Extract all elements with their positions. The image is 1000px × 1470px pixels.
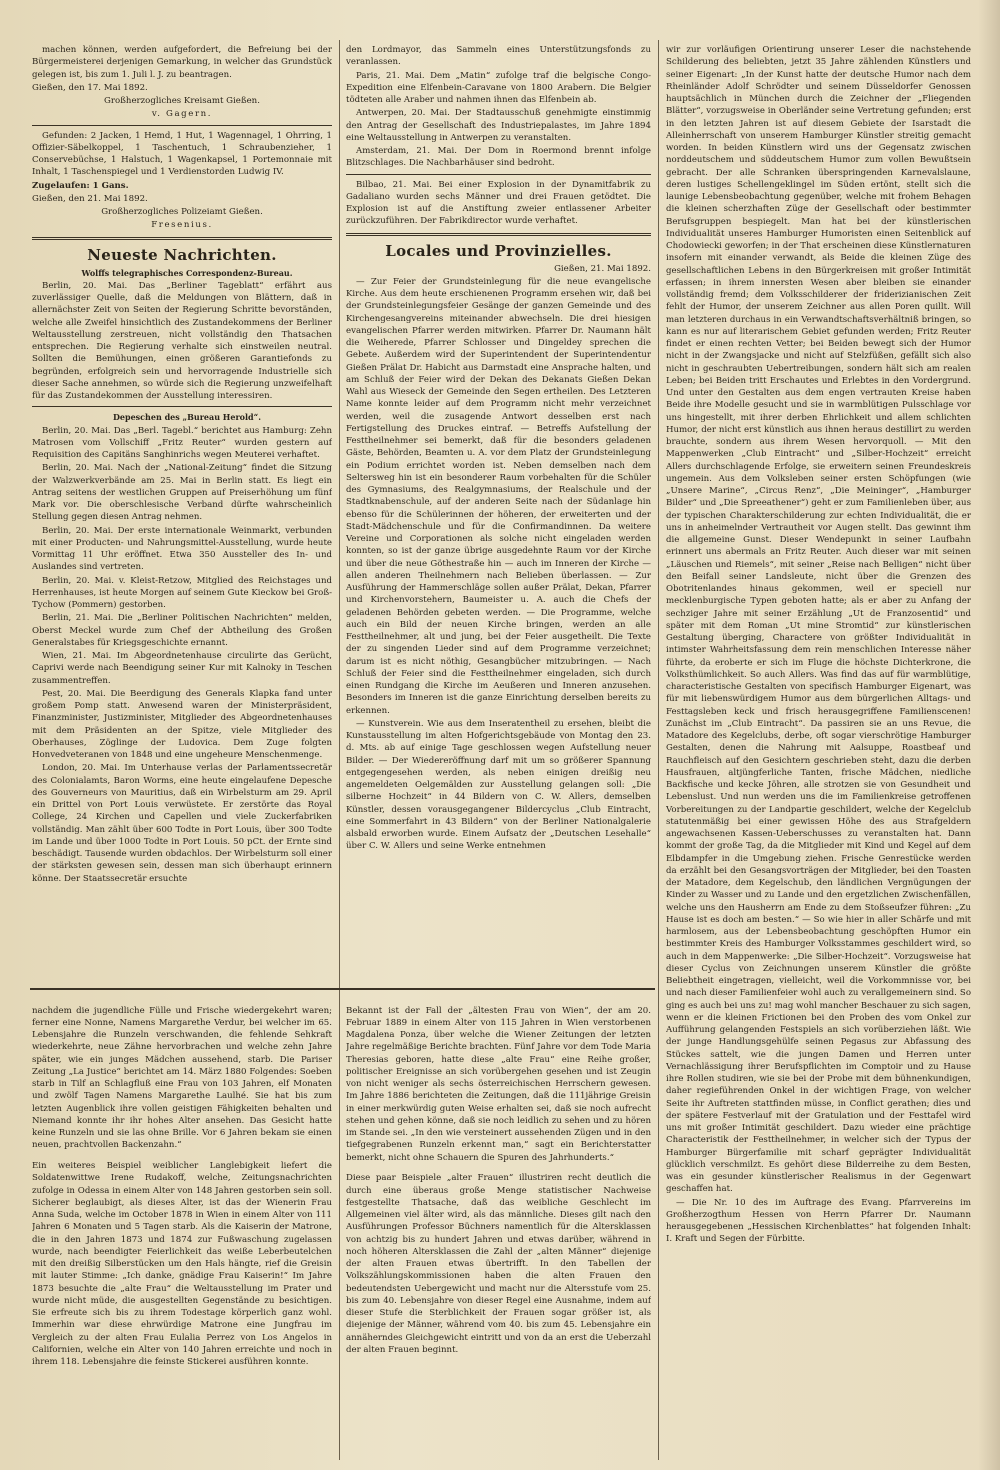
- ran-away-signature-office: Großherzogliches Polizeiamt Gießen.: [101, 207, 263, 217]
- agency-subheading: Depeschen des „Bureau Herold“.: [112, 412, 262, 423]
- news-item: Amsterdam, 21. Mai. Der Dom in Roermond brennt infolge Blitzschlages. Die Nachbarhäuser sind bedroht.: [346, 146, 651, 169]
- local-item: — Kunstverein. Wie aus dem Inseratentheil zu ersehen, bleibt die Kunstausstellung im alten Hofgerichtsgebäude von Montag den 23. d. Mts. ab auf einige Tage geschlossen wegen Aufstellung neuer Bilder. — Der Wiedereröffnung darf mit um so größerer Spannung entgegengesehen werden, als neben einigen dreißig neu angemeldeten Oelgemälden zur Ausstellung gelangen soll: „Die silberne Hochzeit“ in 44 Bildern von C. W. Allers, demselben Künstler, dessen vorausgegangener Bildercyclus „Club Eintracht, eine Sommerfahrt in 43 Bildern“ von der Berliner Nationalgalerie alsbald erworben wurde. Einem Aufsatz der „Deutschen Lesehalle“ über C. W. Allers und seine Werke entnehmen: [346, 718, 651, 852]
- column-divider: [658, 40, 659, 1460]
- news-item: Berlin, 20. Mai. Der erste internationale Weinmarkt, verbunden mit einer Producten- und Nahrungsmittel-Ausstellung, wurde heute Vormittag 11 Uhr eröffnet. Etwa 350 Aussteller des In- und Auslandes sind vertreten.: [32, 525, 332, 573]
- column-1: [32, 44, 332, 984]
- agency-subheading: Wolffs telegraphisches Correspondenz-Bureau.: [81, 267, 293, 278]
- news-item: Berlin, 21. Mai. Die „Berliner Politischen Nachrichten“ melden, Oberst Meckel wurde zum Chef der Abtheilung des Großen Generalstabes für Kriegsgeschichte ernannt.: [32, 613, 332, 648]
- feuilleton-paragraph: Ein weiteres Beispiel weiblicher Langlebigkeit liefert die Soldatenwittwe Irene Rudakoff, welche, Zeitungsnachrichten zufolge in Odessa in einem Alter von 148 Jahren gestorben sein soll. Sicherer beglaubigt, als dieses Alter, ist das der Wienerin Frau Anna Suda, welche im October 1878 in Wien in einem Alter von 111 Jahren 6 Monaten und 5 Tagen starb. Als die Kaiserin der Matrone, die in den Jahren 1873 und 1874 zur Fußwaschung zugelassen wurde, nach beendigter Feierlichkeit das weiße Leberbeutelchen mit den dreißig Silberstücken um den Hals hängte, rief die Greisin mit lauter Stimme: „Ich danke, gnädige Frau Kaiserin!“ Im Jahre 1873 besuchte die „alte Frau“ die Weltausstellung im Prater und wurde nicht müde, die ausgestellten Gegenstände zu besichtigen. Sie erfreute sich bis zu ihrem Todestage körperlich ganz wohl. Immerhin war diese ehrwürdige Matrone eine Jungfrau im Vergleich zu der alten Frau Eulalia Perrez von Los Angelos in Californien, welche ein Alter von 140 Jahren erreichte und noch in ihrem 118. Lebensjahre die feinste Stickerei ausführen konnte.: [32, 1161, 332, 1368]
- news-item: den Lordmayor, das Sammeln eines Unterstützungsfonds zu veranlassen.: [346, 45, 651, 68]
- news-item: Antwerpen, 20. Mai. Der Stadtausschuß genehmigte einstimmig den Antrag der Gesellschaft des Industriepalastes, im Jahre 1894 eine Weltausstellung in Antwerpen zu veranstalten.: [346, 108, 651, 143]
- news-item: Berlin, 20. Mai. Das „Berliner Tageblatt“ erfährt aus zuverlässiger Quelle, daß die Meldungen von Blättern, daß in allernächster Zeit von Seiten der Regierung Schritte bevorständen, welche alle Zweifel hinsichtlich des Zustandekommens der Berliner Weltausstellung zerstreuen, nicht vollständig den Thatsachen entsprechen. Die Regierung verhalte sich einstweilen neutral. Sollten die Bemühungen, einen größeren Garantiefonds zu begründen, erfolgreich sein und hervorragende Industrielle sich dieser Sache annehmen, so würde sich die Regierung unzweifelhaft für das Zustandekommen der Ausstellung interessiren.: [32, 280, 332, 401]
- dateline: Gießen, 21. Mai 1892.: [554, 263, 651, 274]
- column-divider: [339, 40, 340, 1460]
- news-item: Berlin, 20. Mai. Nach der „National-Zeitung“ findet die Sitzung der Walzwerkverbände am 25. Mai in Berlin statt. Es liegt ein Antrag seitens der westlichen Gruppen auf Preiserhöhung um fünf Mark vor. Die oberschlesische Verband dürfte wahrscheinlich Stellung gegen diesen Antrag nehmen.: [32, 463, 332, 523]
- column-3: [666, 44, 971, 1462]
- news-item: Berlin, 20. Mai. Das „Berl. Tagebl.“ berichtet aus Hamburg: Zehn Matrosen vom Vollschiff „Fritz Reuter“ wurden gestern auf Requisition des Capitäns Sanghinrichs wegen Meuterei verhaftet.: [32, 425, 332, 460]
- notice-text: machen können, werden aufgefordert, die Befreiung bei der Bürgermeisterei derjenigen Gemarkung, in welcher das Grundstück gelegen ist, bis zum 1. Juli l. J. zu beantragen.: [32, 45, 332, 80]
- local-item: — Die Nr. 10 des im Auftrage des Evang. Pfarrvereins im Großherzogthum Hessen von Herrn Pfarrer Dr. Naumann herausgegebenen „Hessischen Kirchenblattes“ hat folgenden Inhalt: I. Kraft und Segen der Fürbitte.: [666, 1197, 971, 1245]
- divider: [32, 125, 332, 126]
- local-item: wir zur vorläufigen Orientirung unserer Leser die nachstehende Schilderung des beliebten, jetzt 35 Jahre zählenden Künstlers und seiner Eigenart: „In der Kunst hatte der deutsche Humor nach dem Rheinländer Adolf Schrödter und seinem Düsseldorfer Genossen hauptsächlich in München durch die Zeichner der „Fliegenden Blätter“, vorzugsweise in Oberländer seine Vertretung gefunden; erst in den letzten Jahren ist auf diesem Gebiete der Isarstadt die Alleinherrschaft von unserem Hamburger Künstler streitig gemacht worden. In beiden Künstlern wird uns der Gegensatz zwischen norddeutschem und süddeutschem Humor zum vollen Bewußtsein gebracht. Der alle Schranken überspringenden Karnevalslaune, deren lustiges Schellengeklingel im Süden ertönt, stellt sich die launige Lebensbeobachtung gegenüber, welche mit frohem Behagen die kleinen scherzhaften Züge der Gesellschaft oder bestimmter Berufsgruppen bespiegelt. Man hat bei der künstlerischen Individualität unseres Hamburger Humoristen einen Seitenblick auf Chodowiecki geworfen; in der That erscheinen diese Künstlernaturen insofern mit einander verwandt, als Beide die kleinen Züge des gesellschaftlichen Lebens in den Bürgerkreisen mit großer Intimität erfassen; in ihrem innersten Wesen aber bleiben sie einander vollständig fremd; dem Volksschilderer der friderizianischen Zeit fehlt der Humor, der unserem Zeichner aus allen Poren quillt. Will man letzteren durchaus in ein Verwandtschaftsverhältniß bringen, so kann es nur auf literarischem Gebiet gefunden werden; Fritz Reuter findet er einen rechten Vetter; bei Beiden bewegt sich der Humor nicht in der Zwangsjacke und nicht auf Stelzfüßen, gefällt sich also nicht in geschraubten Uebertreibungen, sondern hält sich am realen Leben; bei Beiden tritt Erschautes und Erlebtes in den Vordergrund. Und unter den Gestalten aus dem engen vertrauten Kreise haben Beide ihre Modelle gesucht und sie in warmblütigen Pulsschlage vor uns hingestellt, mit ihrer derben Ehrlichkeit und allem schlichten Humor, der nicht erst künstlich aus ihnen heraus destillirt zu werden brauchte, sondern aus ihrem Wesen hervorquoll. — Mit den Mappenwerken „Club Eintracht“ und „Silber-Hochzeit“ erreicht Allers durchschlagende Erfolge, sie erweitern seinen Freundeskreis ungemein. Aus dem Volksleben seiner ersten Schöpfungen (wie „Unsere Marine“, „Circus Renz“, „Die Meininger“, „Hamburger Bilder“ und „Die Spreeathener“) geht er zum Familienleben über, aus der typischen Charakterschilderung zur echten Individualität, die er uns in anheimelnder Vertrautheit vor Augen stellt. Das gewinnt ihm die allgemeine Gunst. Dieser Wendepunkt in seiner Laufbahn erinnert uns abermals an Fritz Reuter. Auch dieser war mit seinen „Läuschen und Riemels“, mit seiner „Reise nach Belligen“ nicht über den Beifall seiner Landsleute, nicht über die Grenzen des Obotritenlandes hinaus gekommen, weil er speciell nur mecklenburgische Typen geboten hatte; als er aber zu Anfang der sechziger Jahre mit seiner Erzählung „Ut de Franzosentid“ und später mit dem Roman „Ut mine Stromtid“ zur künstlerischen Gestaltung überging, Charactere von größter Individualität in intimster Wahrheitsfassung dem rein menschlichen Interesse näher führte, da eroberte er sich im Fluge die höchste Dichterkrone, die Volksthümlichkeit. So auch Allers. Was find das auf für warmblütige, characteristische Gestalten von specifisch Hamburger Eigenart, was für mit liebenswürdigem Humor aus dem bürgerlichen Alltags- und Festtagsleben keck und frisch herausgegriffene Familienscenen! Zunächst im „Club Eintracht“. Da passiren sie an uns Revue, die Matadore des Kegelclubs, derbe, oft sogar vierschrötige Hamburger Gestalten, denen die Nahrung mit Aalsuppe, Roastbeaf und Rauchfleisch auf den Gesichtern geschrieben steht, dazu die derben Hausfrauen, altjüngferliche Tanten, frische Mädchen, niedliche Backfische und kecke Jöhren, alle strotzen sie von Gesundheit und Lebenslust. Und nun werden uns die im Familienkreise getroffenen Vorbereitungen zu der Landpartie geschildert, welche der Kegelclub statutenmäßig bei einer gewissen Höhe des aus Strafgeldern angewachsenen Kassen-Ueberschusses zu veranstalten hat. Dann kommt der große Tag, da die Mitglieder mit Kind und Kegel auf dem Elbdampfer in die Umgebung ziehen. Frische Genrestücke werden da erzählt bei den Gesangsvorträgen der Mitglieder, bei den Toasten der Matadore, dem Kegelschub, den ländlichen Vergnügungen der Kinder zu Wasser und zu Lande und den ergetzlichen Zwischenfällen, welche uns den Hausherrn am Ende zu dem Stoßseufzer führen: „Zu Hause ist es doch am besten.“ — So wie hier in aller Schärfe und mit harmlosem, aus der Lebensbeobachtung geschöpften Humor ein bestimmter Kreis des Hamburger Volksstammes geschildert wird, so auch in dem Mappenwerke: „Die Silber-Hochzeit“. Vorzugsweise hat dieser Cyclus von Zeichnungen unserem Künstler die größte Beliebtheit eingetragen, vielleicht, weil die Vorkommnisse vor, bei und nach dieser Familienfeier wohl auch zu verallgemeinern sind. So ging es auch bei uns zu! mag wohl mancher Beschauer zu sich sagen, wenn er die kleinen Frictionen bei den Proben des vom Onkel zur Aufführung gelangenden Festspiels an sich vorüberziehen läßt. Wie der junge Handlungsgehülfe seinen Pegasus zur Abfassung des Stückes sattelt, wie die jungen Damen und Herren unter Vernachlässigung ihrer Berufspflichten im Comptoir und zu Hause ihre Rollen studiren, wie sie bei der Probe mit dem bühnenkundigen, daher regieführenden Onkel in der wichtigen Frage, von welcher Seite ihr Auftreten stattfinden müsse, in Conflict gerathen; dies und der spätere Festverlauf mit der Gratulation und der Festtafel wird uns mit großer Intimität geschildert. Dazu wieder eine prächtige Characteristik der Festtheilnehmer, in welcher sich der Typus der Hamburger Bürgerfamilie mit scharf geprägter Individualität glücklich verschmilzt. Es gehört diese Bilderreihe zu dem Besten, was ein gesunder künstlerischer Realismus in der Gegenwart geschaffen hat.: [666, 45, 971, 1195]
- ran-away-text: Zugelaufen: 1 Gans.: [32, 180, 129, 191]
- notice-signature-office: Großherzogliches Kreisamt Gießen.: [104, 96, 260, 106]
- local-item: — Zur Feier der Grundsteinlegung für die neue evangelische Kirche. Aus dem heute erschienenen Programm ersehen wir, daß bei der Grundsteinlegungsfeier Gesänge der ganzen Gemeinde und des Kirchengesangvereins miteinander abwechseln. Die drei hiesigen evangelischen Pfarrer werden mitwirken. Pfarrer Dr. Naumann hält die Weiherede, Pfarrer Schlosser und Dingeldey sprechen die Gebete. Außerdem wird der Superintendent der Superintendentur Gießen Prälat Dr. Habicht aus Darmstadt eine Ansprache halten, und am Schluß der Feier wird der Dekan des Dekanats Gießen Dekan Wahl aus Wieseck der Gemeinde den Segen ertheilen. Des Letzteren Name konnte leider auf dem Programm nicht mehr verzeichnet werden, weil die zusagende Antwort desselben erst nach Fertigstellung des Druckes eintraf. — Betreffs Aufstellung der Festtheilnehmer sei bemerkt, daß für die besonders geladenen Gäste, Behörden, Beamten u. A. vor dem Platz der Grundsteinlegung ein Podium errichtet worden ist. Neben demselben nach dem Seltersweg hin ist ein besonderer Raum vorbehalten für die Schüler des Gymnasiums, des Realgymnasiums, der Realschule und der Stadtknabenschule, auf der anderen Seite nach der Südanlage hin ebenso für die Schülerinnen der höheren, der erweiterten und der Stadt-Mädchenschule und für die Confirmandinnen. Da weitere Vereine und Corporationen als solche nicht eingeladen werden konnten, so ist der ganze übrige ausgedehnte Raum vor der Kirche und über die neue Göthestraße hin — auch im Inneren der Kirche — allen anderen Theilnehmern nach Belieben überlassen. — Zur Ausführung der Hammerschläge sollen außer Prälat, Dekan, Pfarrer und Kirchenvorstehern, Baumeister u. A. auch die Chefs der geladenen Behörden gebeten werden. — Die Programme, welche auch ein Bild der neuen Kirche bringen, werden an alle Festtheilnehmer, alt und jung, bei der Feier ausgetheilt. Die Texte der zu singenden Lieder sind auf dem Programme verzeichnet; darum ist es nicht nöthig, Gesangbücher mitzubringen. — Nach Schluß der Feier sind die Festtheilnehmer eingeladen, sich durch einen Rundgang die Kirche im Aeußeren und Inneren anzusehen. Besonders im Inneren ist die ganze Einrichtung derselben bereits zu erkennen.: [346, 276, 651, 716]
- news-item: Paris, 21. Mai. Dem „Matin“ zufolge traf die belgische Congo-Expedition eine Elfenbein-Caravane von 1800 Arabern. Die Belgier tödteten alle Araber und nahmen ihnen das Elfenbein ab.: [346, 70, 651, 105]
- notice-signature-name: v. Gagern.: [151, 109, 213, 120]
- divider: [346, 233, 651, 236]
- found-items-text: Gefunden: 2 Jacken, 1 Hemd, 1 Hut, 1 Wagennagel, 1 Ohrring, 1 Offizier-Säbelkoppel, 1 Taschentuch, 1 Schraubenzieher, 1 Conservebüchse, 1 Halstuch, 1 Wagenkapsel, 1 Portemonnaie mit Inhalt, 1 Taschenspiegel und 1 Verdienstorden Ludwig IV.: [32, 130, 332, 178]
- section-divider: [30, 988, 655, 990]
- page-edge-shadow: [978, 0, 1000, 1470]
- notice-date: Gießen, den 17. Mai 1892.: [32, 82, 148, 93]
- news-item: Bilbao, 21. Mai. Bei einer Explosion in der Dynamitfabrik zu Gadaliano wurden sechs Männer und drei Frauen getödtet. Die Explosion ist auf die Anstiftung zweier entlassener Arbeiter zurückzuführen. Der Fabrikdirector wurde verhaftet.: [346, 179, 651, 227]
- feuilleton-column-2: [346, 996, 651, 1466]
- feuilleton-paragraph: nachdem die jugendliche Fülle und Frische wiedergekehrt waren; ferner eine Nonne, Namens Margarethe Verdur, bei welcher im 65. Lebensjahre die Runzeln verschwanden, die fehlende Sehkraft wiederkehrte, neue Zähne hervorbrachen und welche zehn Jahre später, wie ein junges Mädchen aussehend, starb. Die Pariser Zeitung „La Justice“ berichtet am 14. März 1880 Folgendes: Soeben starb in Tilf an Schlagfluß eine Frau von 103 Jahren, elf Monaten und zwölf Tagen Namens Margarethe Laulhé. Sie hat bis zum letzten Augenblick ihre vollen geistigen Fähigkeiten behalten und Niemand konnte ihr ihr hohes Alter ansehen. Das Gesicht hatte keine Runzeln und sie las ohne Brille. Vor 6 Jahren bekam sie einen neuen, prachtvollen Backenzahn.“: [32, 1005, 332, 1151]
- news-item: Pest, 20. Mai. Die Beerdigung des Generals Klapka fand unter großem Pomp statt. Anwesend waren der Ministerpräsident, Finanzminister, Justizminister, Mitglieder des Abgeordnetenhauses mit dem Präsidenten an der Spitze, viele Mitglieder des Oberhauses, Zöglinge der Ludovica. Dem Zuge folgten Honvedveteranen von 1848 und eine ungeheure Menschenmenge.: [32, 688, 332, 760]
- feuilleton-paragraph: Bekannt ist der Fall der „ältesten Frau von Wien“, der am 20. Februar 1889 in einem Alter von 115 Jahren in Wien verstorbenen Magdalena Ponza, über welche die Wiener Zeitungen der letzten Jahre regelmäßige Berichte brachten. Fünf Jahre vor dem Tode Maria Theresias geboren, hatte diese „alte Frau“ eine Reihe großer, politischer Ereignisse an sich vorübergehen gesehen und ist Zeugin von nicht weniger als sechs österreichischen Herrschern gewesen. Im Jahre 1886 berichteten die Zeitungen, daß die 111jährige Greisin in einer merkwürdig guten Weise erhalten sei, daß sie noch aufrecht stehen und gehen könne, daß sie noch leidlich zu sehen und zu hören im Stande sei. „In den wie versteinert aussehenden Zügen und in den tiefgegrabenen Runzeln erkennt man,“ sagt ein Berichterstatter bemerkt, nicht ohne Schauern die Spuren des Jahrhunderts.“: [346, 1005, 651, 1163]
- ran-away-signature-name: Fresenius.: [151, 220, 213, 231]
- feuilleton-column-1: [32, 996, 332, 1466]
- section-heading-local: Locales und Provinzielles.: [385, 241, 612, 260]
- feuilleton-paragraph: Diese paar Beispiele „alter Frauen“ illustriren recht deutlich die durch eine überaus große Menge statistischer Nachweise festgestellte Thatsache, daß das weibliche Geschlecht im Allgemeinen viel älter wird, als das männliche. Dieses gilt nach den Ausführungen Professor Büchners namentlich für die Altersklassen von achtzig bis zu hundert Jahren und etwas darüber, während in noch höheren Altersklassen die Zahl der „alten Männer“ diejenige der alten Frauen etwas übertrifft. In den Tabellen der Volkszählungskommissionen haben die alten Frauen den bedeutendsten Uebergewicht und macht nur die Altersstufe vom 25. bis zum 40. Lebensjahre von dieser Regel eine Ausnahme, indem auf dieser Stufe die Sterblichkeit der Frauen sogar größer ist, als diejenige der Männer, während vom 40. bis zum 45. Lebensjahre ein annäherndes Gleichgewicht eintritt und von da an erst die Ueberzahl der alten Frauen beginnt.: [346, 1173, 651, 1355]
- news-item: London, 20. Mai. Im Unterhause verlas der Parlamentssecretär des Colonialamts, Baron Worms, eine heute eingelaufene Depesche des Gouverneurs von Mauritius, daß ein Wirbelsturm am 29. April ein Drittel von Port Louis verwüstete. Er zerstörte das Royal College, 24 Kirchen und Capellen und viele Zuckerfabriken vollständig. Man zählt über 600 Todte in Port Louis, über 300 Todte im Lande und über 1000 Todte in Port Louis. 50 pCt. der Ernte sind beschädigt. Tausende wurden obdachlos. Der Wirbelsturm soll einer der stärksten gewesen sein, dessen man sich überhaupt erinnern könne. Der Staatssecretär ersuchte: [32, 763, 332, 884]
- divider: [32, 406, 332, 407]
- news-item: Wien, 21. Mai. Im Abgeordnetenhause circulirte das Gerücht, Caprivi werde nach Beendigung seiner Kur mit Kalnoky in Teschen zusammentreffen.: [32, 651, 332, 686]
- ran-away-date: Gießen, den 21. Mai 1892.: [32, 193, 148, 204]
- divider: [32, 237, 332, 240]
- news-item: Berlin, 20. Mai. v. Kleist-Retzow, Mitglied des Reichstages und Herrenhauses, ist heute Morgen auf seinem Gute Kieckow bei Groß-Tychow (Pommern) gestorben.: [32, 575, 332, 610]
- column-2: [346, 44, 651, 984]
- divider: [346, 174, 651, 175]
- section-heading-news: Neueste Nachrichten.: [87, 245, 277, 264]
